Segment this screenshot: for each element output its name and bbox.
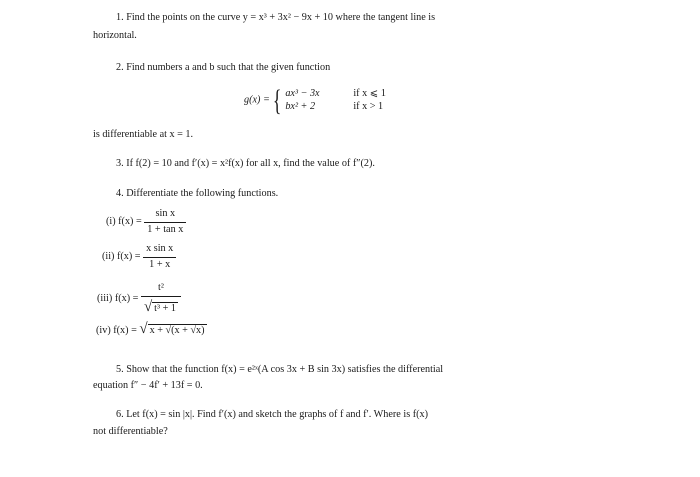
sqrt-symbol: √: [139, 321, 148, 337]
part-iii: [97, 282, 181, 317]
left-brace: {: [273, 84, 282, 117]
part-ii-fraction: [143, 243, 176, 272]
piecewise-function: [244, 86, 386, 116]
part-ii-denominator: 1 + x: [149, 258, 171, 270]
part-iii-label: (iii) f(x) =: [97, 292, 139, 304]
case-row-2: [285, 101, 386, 114]
part-iii-denominator: [141, 297, 181, 317]
problem-3-line-1: 3. If f(2) = 10 and f′(x) = x²f(x) for all x, find the value of f″(2).: [116, 158, 375, 169]
part-iii-fraction: [141, 282, 181, 317]
part-i: [106, 208, 186, 237]
part-iii-radicand: t³ + 1: [154, 302, 176, 314]
problem-2-line-3: is differentiable at x = 1.: [93, 129, 194, 140]
piecewise-cases: [285, 88, 386, 114]
problem-1-line-2: horizontal.: [93, 30, 137, 41]
part-i-label: (i) f(x) =: [106, 215, 142, 227]
case-1-condition: if x ⩽ 1: [353, 88, 386, 99]
part-ii-numerator: x sin x: [143, 243, 176, 258]
problem-5-line-2: equation f″ − 4f′ + 13f = 0.: [93, 380, 203, 391]
problem-5-line-1: 5. Show that the function f(x) = e²ˣ(A cos 3x + B sin 3x) satisfies the differential: [116, 364, 444, 375]
part-i-denominator: 1 + tan x: [147, 223, 184, 235]
problem-4-line-1: 4. Differentiate the following functions.: [116, 188, 279, 199]
case-2-condition: if x > 1: [353, 101, 384, 112]
part-ii-label: (ii) f(x) =: [102, 250, 141, 262]
case-row-1: [285, 88, 386, 101]
case-2-expression: bx² + 2: [285, 101, 316, 112]
part-i-numerator: sin x: [144, 208, 186, 223]
part-iv-label: (iv) f(x) =: [96, 325, 137, 336]
case-1-expression: ax³ − 3x: [285, 88, 320, 99]
part-iv: [96, 320, 207, 339]
part-ii: [102, 243, 176, 272]
problem-2-line-1: 2. Find numbers a and b such that the given function: [116, 62, 331, 73]
problem-6-line-2: not differentiable?: [93, 426, 168, 437]
part-iv-radicand: x + √(x + √x): [149, 325, 205, 336]
problem-6-line-1: 6. Let f(x) = sin |x|. Find f′(x) and sketch the graphs of f and f′. Where is f(x): [116, 409, 428, 420]
part-i-fraction: [144, 208, 186, 237]
part-iii-numerator: t²: [141, 282, 181, 297]
sqrt-symbol: √: [143, 298, 153, 315]
piecewise-lhs: g(x) =: [244, 94, 270, 106]
problem-1-line-1: 1. Find the points on the curve y = x³ + 3x² − 9x + 10 where the tangent line is: [116, 12, 436, 23]
